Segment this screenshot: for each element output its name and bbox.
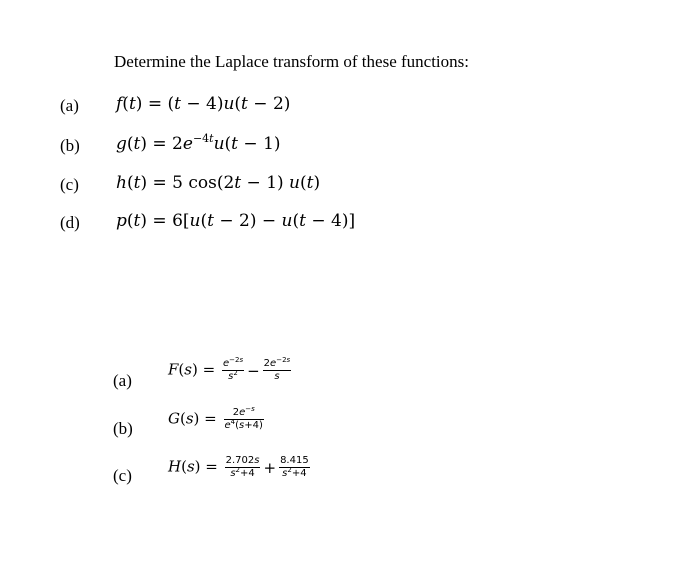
fraction-c2: $\frac{8.415}{s^2+4}$ (280, 455, 309, 479)
problem-d-label: (d) (60, 213, 80, 232)
instruction-heading: Determine the Laplace transform of these functions: (114, 52, 469, 71)
fraction-c1: $\frac{2.702s}{s^2+4}$ (225, 455, 260, 479)
fraction-a1: $\frac{e^{-2s}}{s^2}$ (222, 356, 244, 382)
problem-a-equation: f(t) = (t − 4)u(t − 2) (116, 94, 291, 114)
answer-b-label: (b) (113, 419, 133, 438)
answer-a-equation: F(s) = $\frac{e^{-2s}}{s^2}$ − $\frac{2e^{-2s}}{s}$ (168, 356, 291, 382)
problem-c-label: (c) (60, 175, 79, 194)
h-num1: 2.702 (225, 455, 255, 466)
problem-a-label: (a) (60, 96, 79, 115)
problem-b-equation: $g(t) = 2e^{-4t}u(t - 1)$ (116, 132, 281, 154)
fraction-b: $\frac{2e^{-s}}{e^4(s+4)}$ (224, 405, 263, 431)
fraction-a2: $\frac{2e^{-2s}}{s}$ (263, 356, 291, 382)
answer-c-label: (c) (113, 466, 132, 485)
problem-b-label: (b) (60, 136, 80, 155)
problem-c-equation: h(t) = 5 cos(2t − 1) u(t) (116, 173, 321, 193)
h-num2: 8.415 (280, 455, 309, 466)
d-coefficient: 6 (172, 211, 183, 231)
c-coefficient: 5 (172, 173, 183, 193)
answer-c-equation: H(s) = $\frac{2.702s}{s^2+4}$ + $\frac{8.415}{s^2+4}$ (168, 455, 309, 479)
answer-a-label: (a) (113, 371, 132, 390)
answer-b-equation: G(s) = $\frac{2e^{-s}}{e^4(s+4)}$ (168, 405, 263, 431)
problem-d-equation: p(t) = 6[u(t − 2) − u(t − 4)] (116, 211, 356, 231)
